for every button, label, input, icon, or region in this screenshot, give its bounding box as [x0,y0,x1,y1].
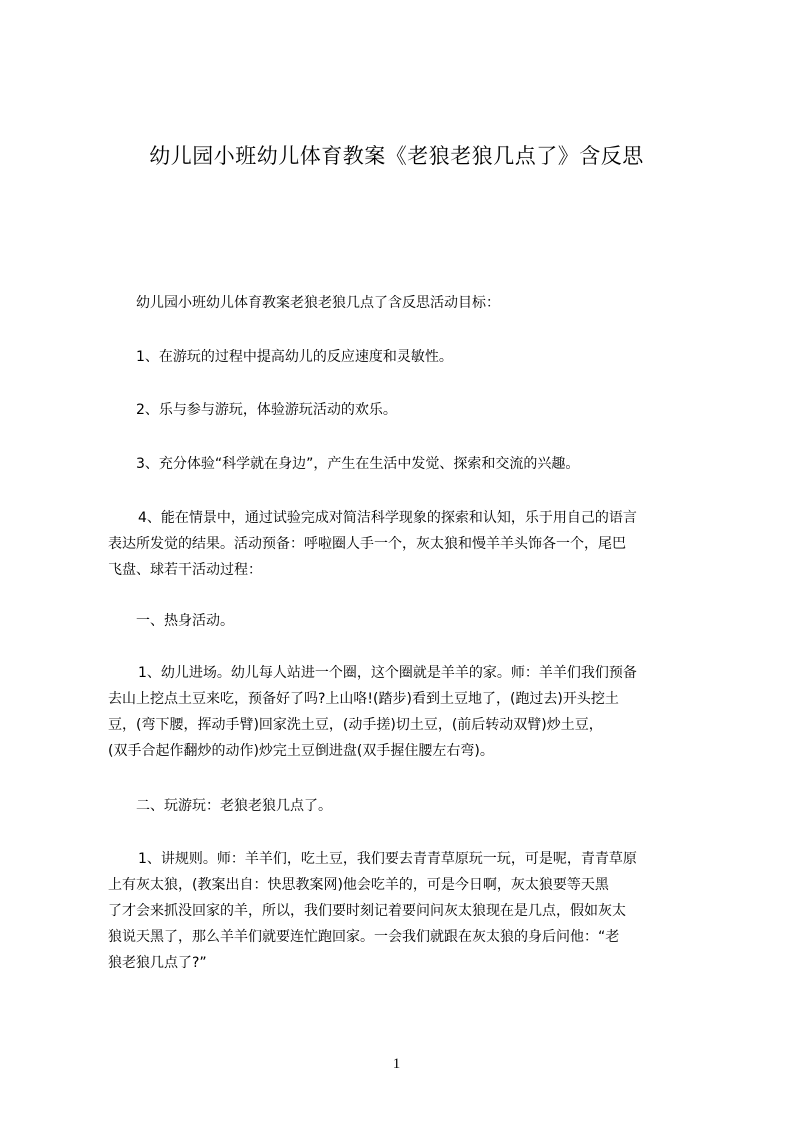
rules-paragraph [108,846,708,976]
page-number: 1 [392,1056,401,1072]
warmup-paragraph [108,660,708,764]
warmup-line: (双手合起作翻炒的动作)炒完土豆倒进盘(双手握住腰左右弯)。 [108,743,494,759]
intro-paragraph: 幼儿园小班幼儿体育教案老狼老狼几点了含反思活动目标： [136,295,500,311]
goal-1-paragraph: 1、在游玩的过程中提高幼儿的反应速度和灵敏性。 [136,349,453,365]
section-heading-game: 二、玩游玩：老狼老狼几点了。 [136,798,332,814]
goal-4-paragraph [108,505,708,583]
goal-2-paragraph: 2、乐与参与游玩，体验游玩活动的欢乐。 [136,402,397,418]
rules-line: 上有灰太狼，(教案出自：快思教案网)他会吃羊的，可是今日啊，灰太狼要等天黑 [108,877,609,893]
warmup-line: 1、幼儿进场。幼儿每人站进一个圈，这个圈就是羊羊的家。师：羊羊们我们预备 [138,665,637,681]
goal-4-line: 表达所发觉的结果。活动预备：呼啦圈人手一个，灰太狼和慢羊羊头饰各一个，尾巴 [108,536,626,552]
rules-line: 狼老狼几点了?” [108,955,207,971]
warmup-line: 去山上挖点土豆来吃，预备好了吗?上山咯!(踏步)看到土豆地了，(跑过去)开头挖土 [108,691,619,707]
goal-4-line: 飞盘、球若干活动过程： [108,562,262,578]
document-title: 幼儿园小班幼儿体育教案《老狼老狼几点了》含反思 [149,144,644,168]
rules-line: 1、讲规则。师：羊羊们，吃土豆，我们要去青青草原玩一玩，可是呢，青青草原 [138,851,637,867]
goal-4-line: 4、能在情景中，通过试验完成对简洁科学现象的探索和认知，乐于用自己的语言 [138,510,637,526]
section-heading-warmup: 一、热身活动。 [136,613,234,629]
rules-line: 了才会来抓没回家的羊，所以，我们要时刻记着要问问灰太狼现在是几点，假如灰太 [108,903,626,919]
warmup-line: 豆，(弯下腰，挥动手臂)回家洗土豆，(动手搓)切土豆，(前后转动双臂)炒土豆， [108,717,603,733]
goal-3-paragraph: 3、充分体验“科学就在身边”，产生在生活中发觉、探索和交流的兴趣。 [136,456,580,472]
rules-line: 狼说天黑了，那么羊羊们就要连忙跑回家。一会我们就跟在灰太狼的身后问他：“老 [108,929,620,945]
